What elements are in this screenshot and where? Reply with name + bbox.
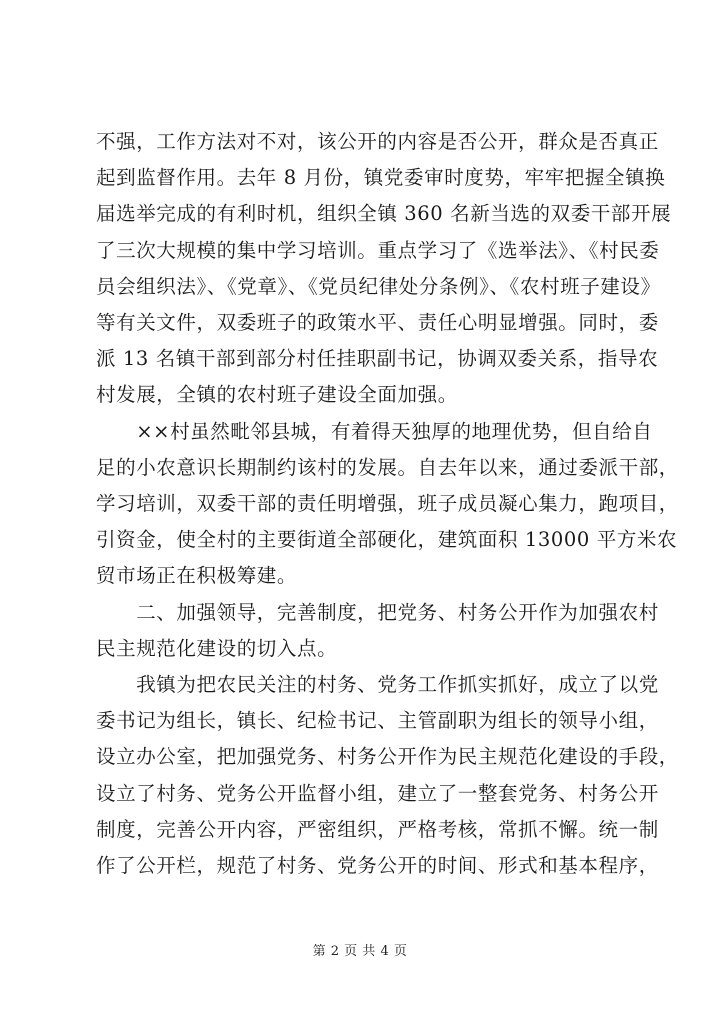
text-line: 村发展，全镇的农村班子建设全面加强。 [96,383,458,407]
text-line: 不强，工作方法对不对，该公开的内容是否公开，群众是否真正 [96,130,659,153]
text-line: 了三次大规模的集中学习培训。重点学习了《选举法》、《村民委 [96,238,660,262]
page-number-label: 第 2 页 共 4 页 [312,944,408,959]
text-line: 作了公开栏，规范了村务、党务公开的时间、形式和基本程序， [96,854,659,878]
text-line: 贸市场正在积极筹建。 [96,564,298,588]
paragraph-3 [96,595,659,667]
text-line: 员会组织法》、《党章》、《党员纪律处分条例》、《农村班子建设》 [96,274,661,298]
text-line: 委书记为组长，镇长、纪检书记、主管副职为组长的领导小组， [96,709,659,733]
text-line: 设立办公室，把加强党务、村务公开作为民主规范化建设的手段， [96,745,679,769]
text-line: 设立了村务、党务公开监督小组，建立了一整套党务、村务公开 [96,781,659,805]
text-line: 制度，完善公开内容，严密组织，严格考核，常抓不懈。统一制 [96,817,659,841]
paragraph-4 [96,667,679,884]
text-line: 足的小农意识长期制约该村的发展。自去年以来，通过委派干部， [96,455,679,479]
text-line: 派 13 名镇干部到部分村任挂职副书记，协调双委关系，指导农 [96,347,659,371]
text-line: 起到监督作用。去年 8 月份，镇党委审时度势，牢牢把握全镇换 [96,166,666,190]
paragraph-1 [96,124,672,414]
body-text [96,124,679,884]
text-line: 引资金，使全村的主要街道全部硬化，建筑面积 13000 平方米农 [96,528,678,552]
text-line: 等有关文件，双委班子的政策水平、责任心明显增强。同时，委 [96,311,659,335]
text-line: 我镇为把农民关注的村务、党务工作抓实抓好，成立了以党 [96,673,659,697]
text-line: 届选举完成的有利时机，组织全镇 360 名新当选的双委干部开展 [96,202,672,226]
text-line: 学习培训，双委干部的责任明增强，班子成员凝心集力，跑项目， [96,492,679,516]
text-line: ××村虽然毗邻县城，有着得天独厚的地理优势，但自给自 [96,419,653,443]
page-footer [0,940,720,959]
text-line: 民主规范化建设的切入点。 [96,636,338,660]
paragraph-2 [96,414,679,595]
text-line: 二、加强领导，完善制度，把党务、村务公开作为加强农村 [96,600,659,624]
